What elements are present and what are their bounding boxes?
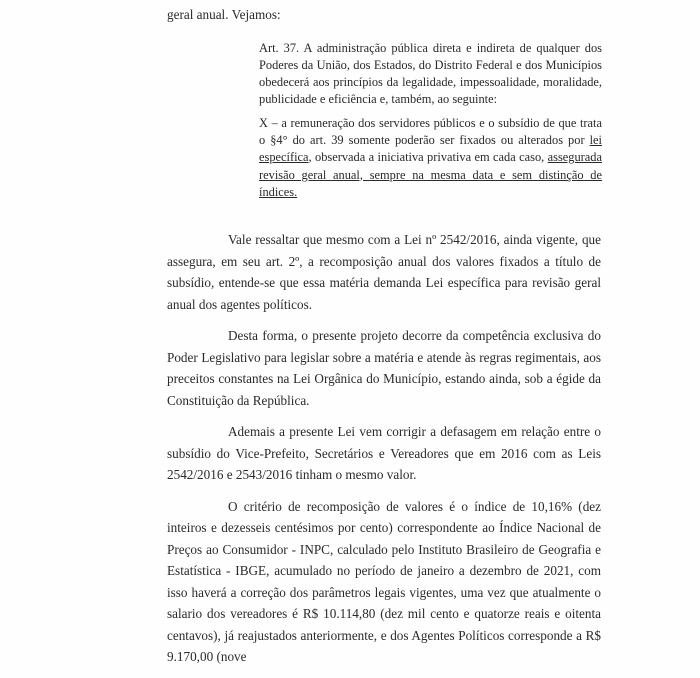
paragraph-ademais: Ademais a presente Lei vem corrigir a defasagem em relação entre o subsídio do Vice-Prefeito, Secretários e Vereadores que em 2016 com as Leis 2542/2016 e 2543/2016 tinham o mesmo valor. (167, 424, 601, 483)
quote-text-start: X – a remuneração dos servidores públicos e o subsídio de que trata o §4° do art. 39 somente poderão ser fixados ou alterados por (259, 115, 602, 147)
quote-paragraph-inciso-x (259, 115, 602, 201)
paragraph-desta-forma: Desta forma, o presente projeto decorre da competência exclusiva do Poder Legislativo para legislar sobre a matéria e atende às regras regimentais, aos preceitos constantes na Lei Orgânica do Município, estando ainda, sob a égide da Constituição da República. (167, 328, 601, 408)
intro-text: geral anual. Vejamos: (167, 7, 281, 22)
quote-paragraph-art37: Art. 37. A administração pública direta e indireta de qualquer dos Poderes da União, dos Estados, do Distrito Federal e dos Municípios obedecerá aos princípios da legalidade, impessoalidade, moralidade, publicidade e eficiência e, também, ao seguinte: (259, 40, 602, 107)
paragraph-vale-ressaltar: Vale ressaltar que mesmo com a Lei nº 2542/2016, ainda vigente, que assegura, em seu art. 2º, a recomposição anual dos valores fixados a título de subsídio, entende-se que essa matéria demanda Lei específica para revisão geral anual dos agentes políticos. (167, 232, 601, 312)
intro-line (167, 4, 601, 26)
paragraph-criterio: O critério de recomposição de valores é o índice de 10,16% (dez inteiros e dezesseis centésimos por cento) correspondente ao Índice Nacional de Preços ao Consumidor - INPC, calculado pelo Instituto Brasileiro de Geografia e Estatística - IBGE, acumulado no período de janeiro a dezembro de 2021, com isso haverá a correção dos parâmetros legais vigentes, uma vez que atualmente o salario dos vereadores é R$ 10.114,80 (dez mil cento e quatorze reais e oitenta centavos), já reajustados anteriormente, e dos Agentes Políticos corresponde a R$ 9.170,00 (nove (167, 498, 601, 665)
underlined-lei-especifica: lei específica (259, 132, 602, 165)
legal-quote (259, 40, 602, 202)
quote-text-middle: , observada a iniciativa privativa em cada caso, (308, 150, 548, 165)
underlined-revisao-geral: assegurada revisão geral anual, sempre na mesma data e sem distinção de índices. (259, 150, 602, 199)
